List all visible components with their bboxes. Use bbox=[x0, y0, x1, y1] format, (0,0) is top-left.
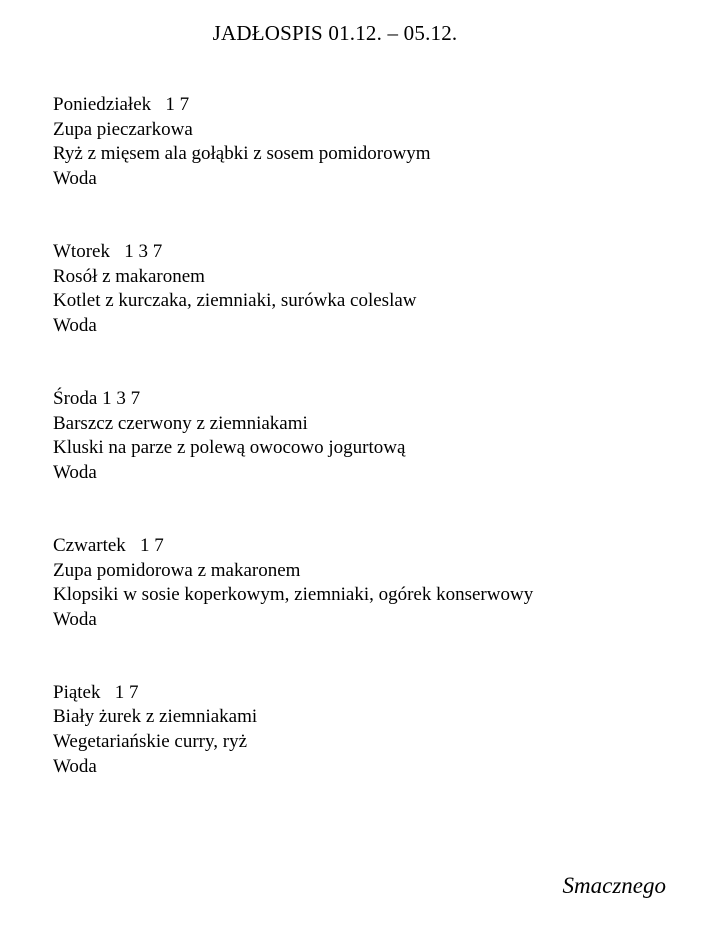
day-thursday bbox=[53, 534, 693, 632]
drink-item: Woda bbox=[53, 167, 97, 189]
soup-item: Zupa pomidorowa z makaronem bbox=[53, 559, 301, 581]
day-monday bbox=[53, 93, 693, 191]
drink-item: Woda bbox=[53, 755, 97, 777]
drink-item: Woda bbox=[53, 608, 97, 630]
main-course-item: Kluski na parze z polewą owocowo jogurtową bbox=[53, 437, 406, 459]
day-wednesday bbox=[53, 387, 693, 485]
soup-item: Zupa pieczarkowa bbox=[53, 118, 193, 140]
soup-item: Barszcz czerwony z ziemniakami bbox=[53, 412, 308, 434]
closing-text: Smacznego bbox=[562, 873, 666, 898]
menu-days bbox=[53, 93, 693, 828]
main-course-item: Klopsiki w sosie koperkowym, ziemniaki, ogórek konserwowy bbox=[53, 584, 534, 606]
day-header: Poniedziałek 1 7 bbox=[53, 94, 190, 115]
day-header: Wtorek 1 3 7 bbox=[53, 240, 163, 262]
day-tuesday bbox=[53, 240, 693, 338]
day-header: Piątek 1 7 bbox=[53, 681, 139, 703]
page-title: JADŁOSPIS 01.12. – 05.12. bbox=[212, 21, 458, 45]
main-course-item: Kotlet z kurczaka, ziemniaki, surówka coleslaw bbox=[53, 290, 417, 312]
day-header: Środa 1 3 7 bbox=[53, 387, 141, 409]
drink-item: Woda bbox=[53, 314, 97, 336]
main-course-item: Ryż z mięsem ala gołąbki z sosem pomidorowym bbox=[53, 143, 431, 165]
day-friday bbox=[53, 681, 693, 779]
main-course-item: Wegetariańskie curry, ryż bbox=[53, 731, 247, 753]
drink-item: Woda bbox=[53, 461, 97, 483]
soup-item: Rosół z makaronem bbox=[53, 265, 205, 287]
day-header: Czwartek 1 7 bbox=[53, 534, 164, 556]
soup-item: Biały żurek z ziemniakami bbox=[53, 706, 258, 728]
